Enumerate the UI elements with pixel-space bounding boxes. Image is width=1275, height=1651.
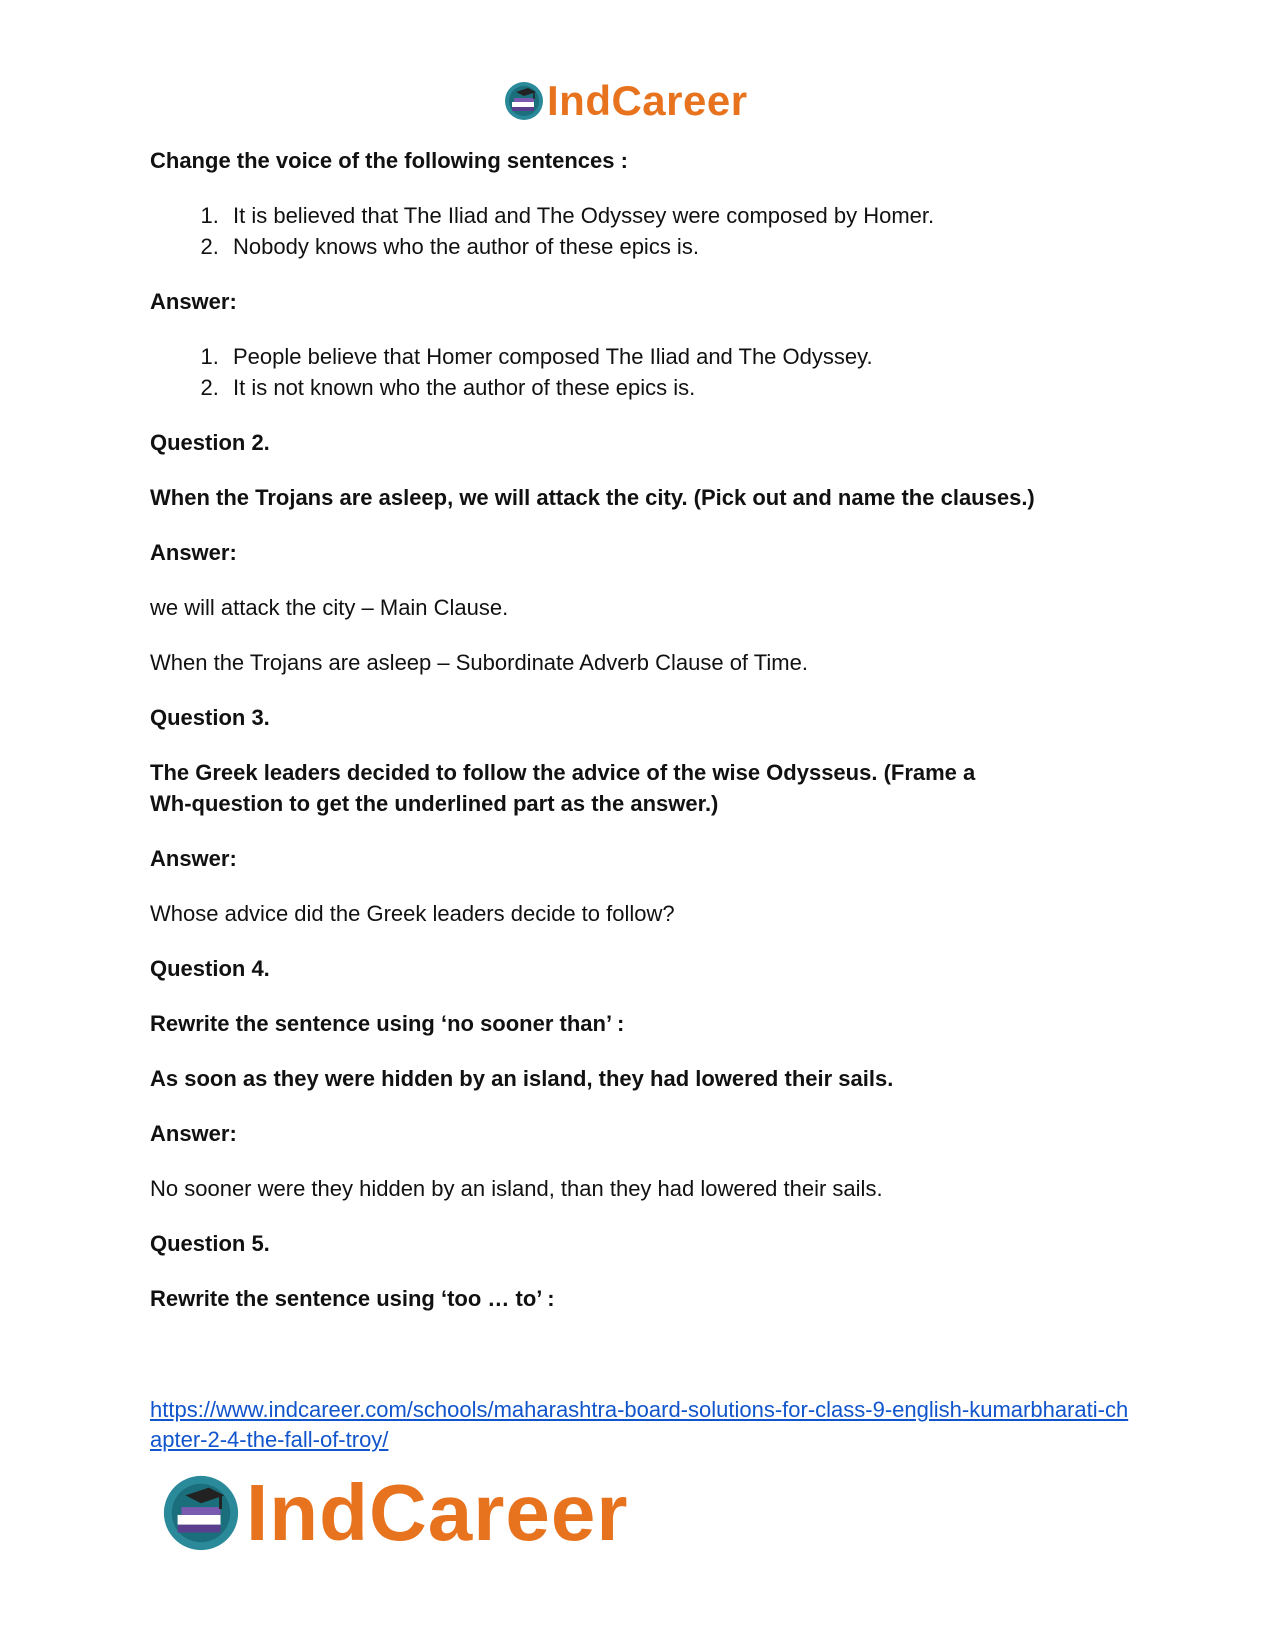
answer-label: Answer: (150, 846, 237, 871)
graduation-book-icon (503, 80, 545, 122)
answer-label: Answer: (150, 1121, 237, 1146)
q1-list (150, 200, 1140, 262)
answer-text: When the Trojans are asleep – Subordinate Adverb Clause of Time. (150, 650, 808, 675)
question-instruction: Rewrite the sentence using ‘too … to’ : (150, 1286, 555, 1311)
list-item: 1. People believe that Homer composed The Iliad and The Odyssey. (225, 341, 1140, 372)
question-text: The Greek leaders decided to follow the advice of the wise Odysseus. (Frame a Wh-question to get the underlined part as the answer.) (150, 760, 976, 816)
answer-text: we will attack the city – Main Clause. (150, 595, 509, 620)
question-label: Question 5. (150, 1231, 270, 1256)
question-text: When the Trojans are asleep, we will attack the city. (Pick out and name the clauses.) (150, 485, 1035, 510)
answer-text: No sooner were they hidden by an island, than they had lowered their sails. (150, 1176, 883, 1201)
footer-brand: IndCareer (246, 1468, 629, 1557)
header-logo (503, 77, 748, 124)
q1-title: Change the voice of the following sentences : (150, 148, 628, 173)
header-brand: IndCareer (547, 77, 748, 124)
graduation-book-icon (160, 1472, 242, 1554)
list-item: 2. It is not known who the author of these epics is. (225, 372, 1140, 403)
question-label: Question 2. (150, 430, 270, 455)
list-item: 2. Nobody knows who the author of these epics is. (225, 231, 1140, 262)
question-instruction: Rewrite the sentence using ‘no sooner than’ : (150, 1011, 625, 1036)
answer-label: Answer: (150, 540, 237, 565)
answer-text: Whose advice did the Greek leaders decide to follow? (150, 901, 675, 926)
footer-logo (160, 1468, 629, 1557)
a1-list (150, 341, 1140, 403)
answer-label: Answer: (150, 289, 237, 314)
question-label: Question 4. (150, 956, 270, 981)
source-link[interactable]: https://www.indcareer.com/schools/maharashtra-board-solutions-for-class-9-english-kumarbharati-chapter-2-4-the-fall-of-troy/ (150, 1397, 1129, 1452)
list-item: 1. It is believed that The Iliad and The Odyssey were composed by Homer. (225, 200, 1140, 231)
document-body (150, 145, 1140, 1338)
question-text: As soon as they were hidden by an island, they had lowered their sails. (150, 1066, 894, 1091)
question-label: Question 3. (150, 705, 270, 730)
